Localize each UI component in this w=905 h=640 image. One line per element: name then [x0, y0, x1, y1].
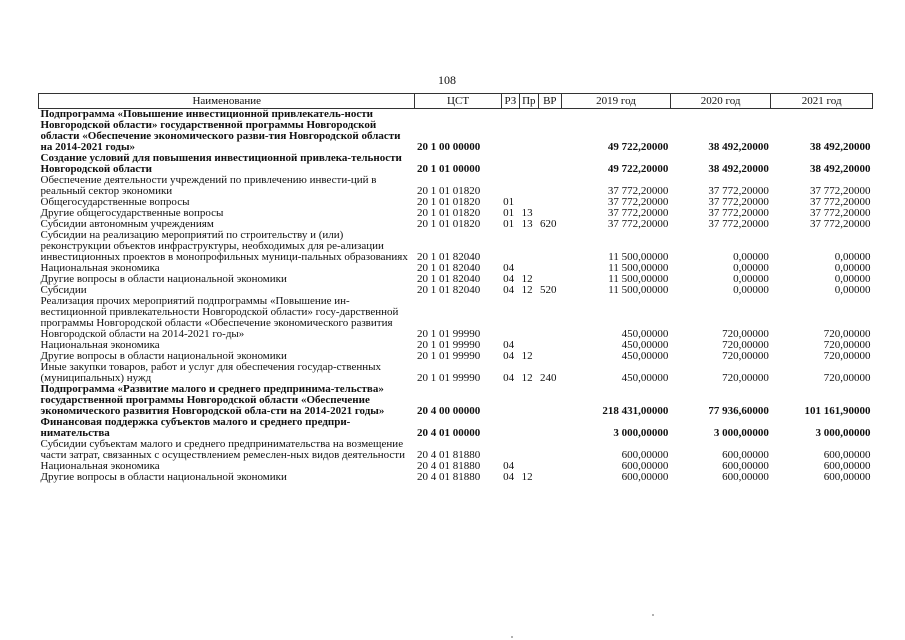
cell-name: Реализация прочих мероприятий подпрограммы «Повышение ин-вестиционной привлекательности Новгородской области» госу-дарственной программы Новгородской области «Обеспечение экономического развития Новгородской области на 2014-2021 го-ды»: [40, 295, 399, 340]
cell-y2021: 720,00000: [823, 372, 871, 384]
cell-cst: 20 1 01 99990: [416, 350, 481, 362]
cell-y2020: 38 492,20000: [708, 163, 769, 175]
cell-name: Подпрограмма «Повышение инвестиционной привлекатель-ности Новгородской области» государственной программы Новгородской области «Обеспечение экономического разви-тия Новгородской области на 2014-2021 годы»: [40, 108, 401, 153]
cell-y2019: 11 500,00000: [608, 284, 669, 296]
cell-y2021: 0,00000: [834, 251, 871, 263]
cell-cst: 20 1 01 99990: [416, 339, 481, 351]
table-row: [39, 439, 873, 461]
cell-y2021: 38 492,20000: [810, 141, 871, 153]
cell-cst: 20 1 01 01820: [416, 207, 481, 219]
header-name: Наименование: [39, 94, 415, 109]
cell-vr: [538, 197, 562, 208]
cell-y2021: 38 492,20000: [810, 163, 871, 175]
cell-y2019: 37 772,20000: [607, 207, 669, 219]
cell-rz: 01: [503, 207, 515, 219]
cell-name: Другие вопросы в области национальной экономики: [40, 350, 287, 362]
cell-y2021: 720,00000: [823, 328, 871, 340]
cell-y2021: 720,00000: [823, 350, 871, 362]
cell-y2020: 37 772,20000: [708, 196, 769, 208]
cell-rz: [501, 439, 519, 461]
cell-y2020: 37 772,20000: [708, 185, 769, 197]
cell-vr: 240: [540, 372, 557, 384]
cell-rz: [501, 175, 519, 197]
cell-rz: [501, 296, 519, 340]
cell-name: Финансовая поддержка субъектов малого и среднего предпри-нимательства: [40, 416, 351, 439]
cell-y2019: 600,00000: [621, 460, 669, 472]
cell-y2020: 600,00000: [722, 449, 769, 461]
header-2019: 2019 год: [562, 94, 671, 109]
cell-y2019: 450,00000: [621, 339, 669, 351]
cell-y2020: 0,00000: [733, 251, 769, 263]
cell-y2021: 37 772,20000: [810, 218, 871, 230]
cell-rz: 04: [503, 339, 515, 351]
cell-y2019: 49 722,20000: [607, 163, 669, 175]
cell-y2019: 450,00000: [621, 350, 669, 362]
cell-pr: [520, 153, 538, 175]
cell-pr: [520, 384, 538, 417]
cell-y2020: 720,00000: [722, 350, 769, 362]
cell-rz: 04: [503, 460, 515, 472]
cell-rz: 04: [503, 273, 515, 285]
cell-vr: [538, 384, 562, 417]
header-2020: 2020 год: [670, 94, 771, 109]
table-header-row: [39, 94, 873, 109]
cell-y2020: 0,00000: [733, 273, 769, 285]
cell-rz: 04: [503, 471, 515, 483]
cell-y2020: 0,00000: [733, 262, 769, 274]
table-row: [39, 384, 873, 417]
cell-y2021: 101 161,90000: [804, 405, 871, 417]
cell-vr: [538, 417, 562, 439]
cell-vr: [538, 340, 562, 351]
cell-cst: 20 4 01 81880: [416, 460, 481, 472]
cell-vr: 620: [540, 218, 557, 230]
table-row: [39, 362, 873, 384]
cell-name: Иные закупки товаров, работ и услуг для обеспечения государ-ственных (муниципальных) нужд: [40, 361, 382, 384]
cell-name: Другие вопросы в области национальной экономики: [40, 273, 287, 285]
cell-y2020: 0,00000: [733, 284, 769, 296]
cell-y2021: 37 772,20000: [810, 207, 871, 219]
header-2021: 2021 год: [771, 94, 873, 109]
cell-cst: 20 4 00 00000: [416, 405, 481, 417]
cell-y2021: 3 000,00000: [815, 427, 871, 439]
cell-y2019: 450,00000: [621, 328, 669, 340]
scan-speck: [652, 614, 654, 616]
cell-pr: [520, 109, 538, 154]
cell-pr: 12: [521, 372, 533, 384]
cell-y2019: 450,00000: [621, 372, 669, 384]
cell-name: Общегосударственные вопросы: [40, 196, 190, 208]
cell-y2020: 37 772,20000: [708, 218, 769, 230]
table-row: [39, 109, 873, 154]
cell-cst: 20 1 01 82040: [416, 284, 481, 296]
cell-y2020: 600,00000: [722, 460, 769, 472]
cell-y2019: 11 500,00000: [608, 273, 669, 285]
cell-name: Национальная экономика: [40, 339, 160, 351]
cell-vr: [538, 296, 562, 340]
cell-cst: 20 1 00 00000: [416, 141, 481, 153]
cell-cst: 20 1 01 01820: [416, 185, 481, 197]
cell-vr: [538, 153, 562, 175]
cell-pr: [520, 175, 538, 197]
cell-pr: [520, 230, 538, 263]
cell-y2019: 3 000,00000: [613, 427, 669, 439]
cell-y2021: 720,00000: [823, 339, 871, 351]
cell-rz: 04: [503, 262, 515, 274]
table-row: [39, 153, 873, 175]
cell-rz: 01: [503, 218, 515, 230]
cell-cst: 20 1 01 99990: [416, 372, 481, 384]
cell-y2021: 0,00000: [834, 262, 871, 274]
cell-cst: 20 1 01 01820: [416, 196, 481, 208]
cell-y2021: 0,00000: [834, 284, 871, 296]
cell-name: Другие общегосударственные вопросы: [40, 207, 224, 219]
cell-name: Субсидии на реализацию мероприятий по строительству и (или) реконструкции объектов инфраструктуры, необходимых для ре-ализации инвестиционных проектов в монопрофильных муници-пальных образованиях: [40, 229, 408, 263]
cell-name: Национальная экономика: [40, 460, 160, 472]
page-number: 108: [438, 73, 456, 87]
cell-name: Подпрограмма «Развитие малого и среднего предпринима-тельства» государственной программы Новгородской области «Обеспечение экономического развития Новгородской обла-сти на 2014-2021 годы»: [40, 383, 385, 417]
cell-name: Национальная экономика: [40, 262, 160, 274]
cell-y2021: 37 772,20000: [810, 185, 871, 197]
header-rz: РЗ: [501, 94, 519, 109]
cell-y2019: 600,00000: [621, 449, 669, 461]
cell-vr: [538, 263, 562, 274]
cell-cst: 20 4 01 81880: [416, 471, 481, 483]
cell-y2019: 49 722,20000: [607, 141, 669, 153]
table-row: [39, 296, 873, 340]
cell-cst: 20 4 01 81880: [416, 449, 481, 461]
cell-y2020: 720,00000: [722, 339, 769, 351]
cell-y2019: 37 772,20000: [607, 196, 669, 208]
cell-y2021: 600,00000: [823, 449, 871, 461]
cell-cst: 20 1 01 00000: [416, 163, 481, 175]
cell-vr: [538, 461, 562, 472]
cell-cst: 20 1 01 82040: [416, 262, 481, 274]
cell-name: Обеспечение деятельности учреждений по привлечению инвести-ций в реальный сектор экономики: [40, 174, 377, 197]
table-row: [39, 417, 873, 439]
cell-pr: 12: [521, 273, 533, 285]
cell-name: Создание условий для повышения инвестиционной привлека-тельности Новгородской области: [40, 152, 402, 175]
cell-pr: 12: [521, 284, 533, 296]
cell-rz: [501, 230, 519, 263]
cell-name: Субсидии субъектам малого и среднего предпринимательства на возмещение части затрат, связанных с осуществлением ремеслен-ных видов деятельности: [40, 438, 406, 461]
cell-cst: 20 1 01 82040: [416, 273, 481, 285]
cell-name: Субсидии автономным учреждениям: [40, 218, 214, 230]
cell-pr: [520, 417, 538, 439]
cell-vr: [538, 472, 562, 483]
cell-y2019: 218 431,00000: [602, 405, 669, 417]
budget-table: [38, 93, 873, 483]
cell-vr: [538, 175, 562, 197]
cell-pr: [520, 296, 538, 340]
cell-cst: 20 4 01 00000: [416, 427, 481, 439]
cell-rz: [501, 153, 519, 175]
cell-y2019: 37 772,20000: [607, 218, 669, 230]
cell-rz: 04: [503, 284, 515, 296]
header-vr: ВР: [538, 94, 562, 109]
cell-y2020: 600,00000: [722, 471, 769, 483]
cell-y2020: 77 936,60000: [708, 405, 769, 417]
cell-name: Субсидии: [40, 284, 87, 296]
cell-pr: 12: [521, 350, 533, 362]
table-body: [39, 109, 873, 484]
cell-vr: [538, 109, 562, 154]
cell-y2019: 600,00000: [621, 471, 669, 483]
cell-y2020: 37 772,20000: [708, 207, 769, 219]
cell-y2021: 600,00000: [823, 460, 871, 472]
cell-pr: [520, 439, 538, 461]
cell-y2021: 37 772,20000: [810, 196, 871, 208]
cell-vr: [538, 439, 562, 461]
cell-rz: 04: [503, 350, 515, 362]
cell-pr: 13: [521, 207, 533, 219]
cell-vr: 520: [540, 284, 557, 296]
table-row: [39, 230, 873, 263]
cell-y2019: 37 772,20000: [607, 185, 669, 197]
cell-rz: [501, 109, 519, 154]
cell-pr: 12: [521, 471, 533, 483]
cell-rz: 01: [503, 196, 515, 208]
cell-rz: [501, 417, 519, 439]
cell-y2020: 38 492,20000: [708, 141, 769, 153]
cell-y2021: 600,00000: [823, 471, 871, 483]
cell-y2020: 720,00000: [722, 328, 769, 340]
cell-vr: [538, 351, 562, 362]
cell-rz: [501, 384, 519, 417]
header-pr: Пр: [520, 94, 538, 109]
header-cst: ЦСТ: [415, 94, 501, 109]
scan-speck: [511, 636, 513, 638]
table-row: [39, 175, 873, 197]
cell-y2019: 11 500,00000: [608, 251, 669, 263]
cell-name: Другие вопросы в области национальной экономики: [40, 471, 287, 483]
cell-pr: 13: [521, 218, 533, 230]
cell-y2021: 0,00000: [834, 273, 871, 285]
cell-vr: [538, 230, 562, 263]
cell-rz: 04: [503, 372, 515, 384]
cell-y2020: 3 000,00000: [713, 427, 769, 439]
cell-cst: 20 1 01 99990: [416, 328, 481, 340]
cell-cst: 20 1 01 01820: [416, 218, 481, 230]
cell-y2019: 11 500,00000: [608, 262, 669, 274]
cell-y2020: 720,00000: [722, 372, 769, 384]
cell-cst: 20 1 01 82040: [416, 251, 481, 263]
table-row: [39, 472, 873, 483]
